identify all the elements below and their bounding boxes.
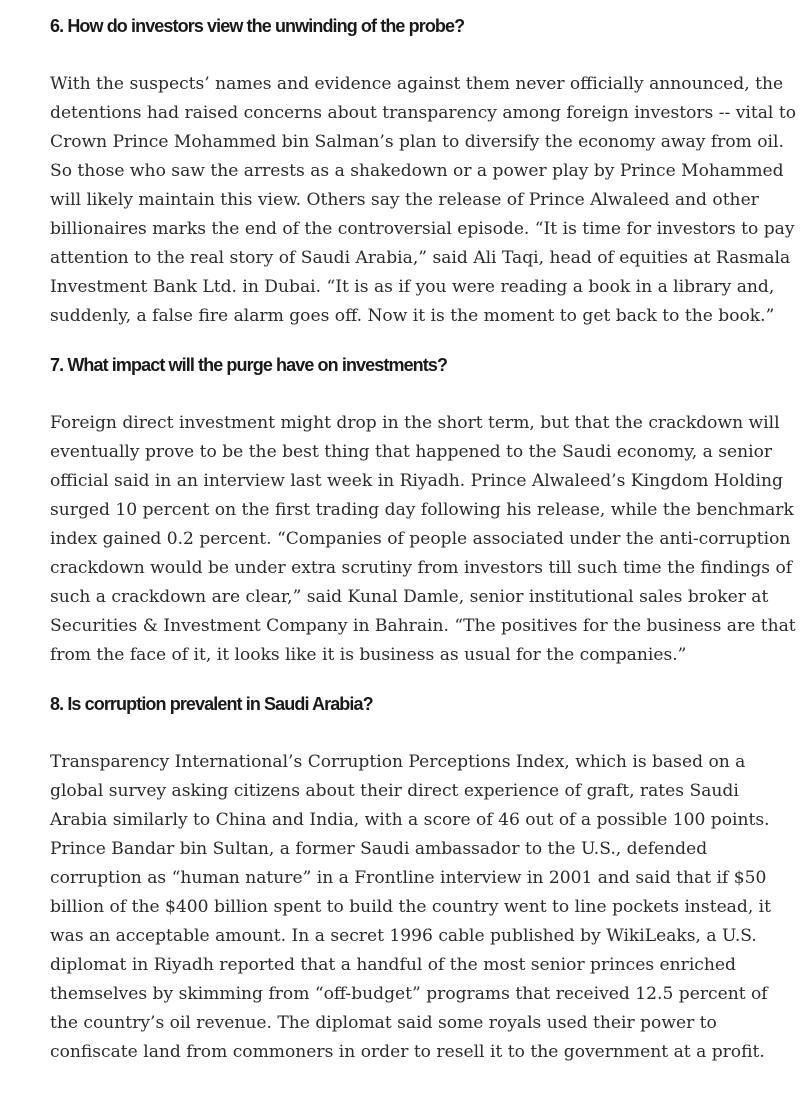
section-paragraph-8: Transparency International’s Corruption Perceptions Index, which is based on a global survey asking citizens about their direct experience of graft, rates Saudi Arabia similarly to China and India, with a score of 46 out of a possible 100 points. Prince Bandar bin Sultan, a former Saudi ambassador to the U.S., defended corruption as “human nature” in a Frontline interview in 2001 and said that if $50 billion of the $400 billion spent to build the country went to line pockets instead, it was an acceptable amount. In a secret 1996 cable published by WikiLeaks, a U.S. diplomat in Riyadh reported that a handful of the most senior princes enriched themselves by skimming from “off-budget” programs that received 12.5 percent of the country’s oil revenue. The diplomat said some royals used their power to confiscate land from commoners in order to resell it to the government at a profit. xyxy=(50,752,772,1062)
section-heading-6: 6. How do investors view the unwinding of the probe? xyxy=(50,16,465,36)
section-heading-8: 8. Is corruption prevalent in Saudi Arabia? xyxy=(50,694,373,714)
section-heading-7: 7. What impact will the purge have on investments? xyxy=(50,355,448,375)
section-paragraph-7: Foreign direct investment might drop in the short term, but that the crackdown will eventually prove to be the best thing that happened to the Saudi economy, a senior official said in an interview last week in Riyadh. Prince Alwaleed’s Kingdom Holding surged 10 percent on the first trading day following his release, while the benchmark index gained 0.2 percent. “Companies of people associated under the anti-corruption crackdown would be under extra scrutiny from investors till such time the findings of such a crackdown are clear,” said Kunal Damle, senior institutional sales broker at Securities & Investment Company in Bahrain. “The positives for the business are that from the face of it, it looks like it is business as usual for the companies.” xyxy=(50,413,796,665)
section-paragraph-6: With the suspects’ names and evidence against them never officially announced, the detentions had raised concerns about transparency among foreign investors -- vital to Crown Prince Mohammed bin Salman’s plan to diversify the economy away from oil. So those who saw the arrests as a shakedown or a power play by Prince Mohammed will likely maintain this view. Others say the release of Prince Alwaleed and other billionaires marks the end of the controversial episode. “It is time for investors to pay attention to the real story of Saudi Arabia,” said Ali Taqi, head of equities at Rasmala Investment Bank Ltd. in Dubai. “It is as if you were reading a book in a library and, suddenly, a false fire alarm goes off. Now it is the moment to get back to the book.” xyxy=(50,74,796,326)
article-body xyxy=(50,10,800,1067)
